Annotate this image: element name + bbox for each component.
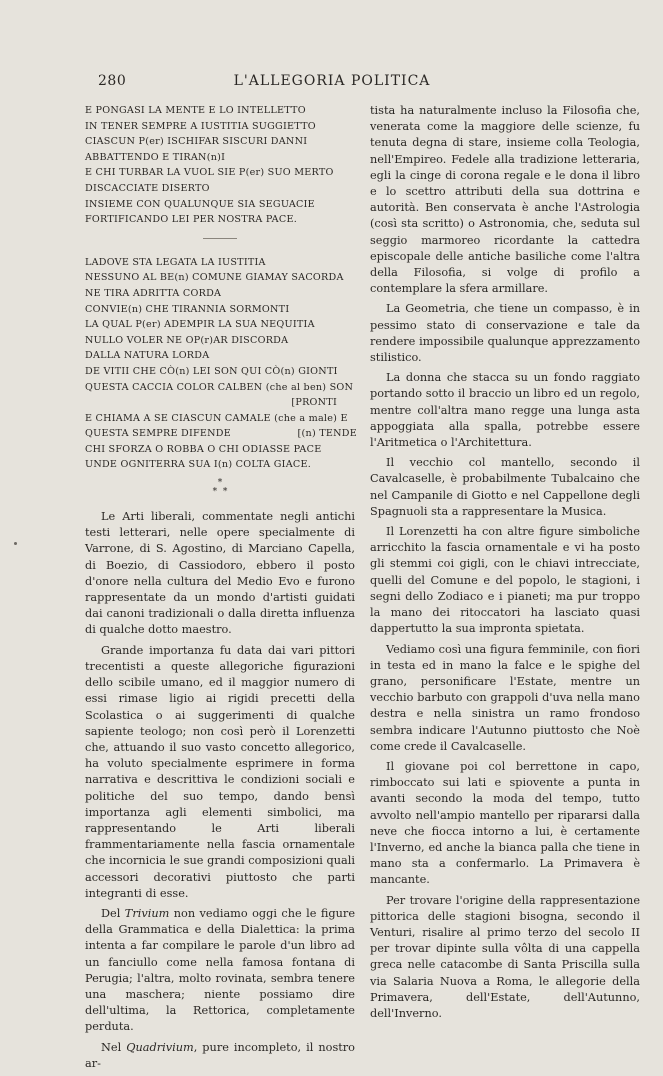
poem-line: ABBATTENDO E TIRAN(n)I	[85, 151, 226, 163]
paragraph: Il giovane poi col berrettone in capo, rimboccato sui lati e spiovente a punta in avanti secondo la moda del tempo, tutto avvolto nell'ampio mantello per ripararsi dalla neve che fiocca intorno a lui, è certamente l'Inverno, ed anche la bianca palla che tiene in mano sta a confermarlo. La Primavera è mancante.	[370, 759, 640, 887]
poem-line: UNDE OGNITERRA SUA I(n) COLTA GIACE.	[85, 459, 312, 471]
poem-line: IN TENER SEMPRE A IUSTITIA SUGGIETTO	[85, 120, 316, 132]
paragraph: Il vecchio col mantello, secondo il Cavalcaselle, è probabilmente Tubalcaino che nel Campanile di Giotto e nel Cappellone degli Spagnuoli sta a rappresentare la Musica.	[370, 456, 640, 518]
poem-line-runover: [PRONTI	[291, 397, 337, 409]
poem-line: DISCACCIATE DISERTO	[85, 182, 210, 194]
margin-dot	[14, 542, 17, 545]
paragraph: Nel Quadrivium, pure incompleto, il nostro ar-	[85, 1040, 355, 1070]
poem-line-pair	[85, 426, 357, 442]
running-title: L'ALLEGORIA POLITICA	[233, 73, 431, 89]
paragraph: Le Arti liberali, commentate negli antichi testi letterari, nelle opere specialmente di Varrone, di S. Agostino, di Marciano Capella, di Boezio, di Cassiodoro, ebbero il posto d'onore nella cultura del Medio Evo e furono rappresentate da un mondo d'artisti guidati dai canoni tradizionali o dalla diretta influenza di qualche dotto maestro.	[85, 510, 355, 637]
poem-line: NESSUNO AL BE(n) COMUNE GIAMAY SACORDA	[85, 272, 344, 284]
paragraph: La donna che stacca su un fondo raggiato portando sotto il braccio un libro ed un regolo, mentre coll'altra mano regge una lunga asta appoggiata alla spalla, potrebbe essere l'Aritmetica o l'Architettura.	[370, 371, 640, 450]
paragraph: Grande importanza fu data dai vari pittori trecentisti a queste allegoriche figurazioni dello scibile umano, ed il maggior numero di essi rimase ligio ai rigidi precetti della Scolastica o ai suggerimenti di qualche sapiente teologo; non così però il Lorenzetti che, attuando il suo vasto concetto allegorico, ha voluto specialmente esprimere in forma narrativa e descrittiva le condizioni sociali e politiche del suo tempo, dando bensì importanza agli elementi simbolici, ma rappresentando le Arti liberali frammentariamente nella fascia ornamentale che incornicia le sue grandi composizioni quali accessori decorativi piuttosto che parti integranti di esse.	[85, 643, 355, 900]
poem-line: QUESTA SEMPRE DIFENDE	[85, 428, 231, 440]
poem-line-runover: [(n) TENDE	[297, 428, 357, 440]
poem-line: LA QUAL P(er) ADEMPIR LA SUA NEQUITIA	[85, 319, 315, 331]
paragraph: La Geometria, che tiene un compasso, è in pessimo stato di conservazione e tale da rendere impossibile qualunque apprezzamento stilistico.	[370, 302, 640, 365]
poem-line: E CHI TURBAR LA VUOL SIE P(er) SUO MERTO	[85, 167, 334, 179]
paragraph: Il Lorenzetti ha con altre figure simboliche arricchito la fascia ornamentale e vi ha posto gli stemmi coi gigli, con le chiavi intrecciate, quelli del Comune e del popolo, le stagioni, i segni dello Zodiaco e i pianeti; ma pur troppo la mano dei ritoccatori ha lasciato quasi dappertutto la sua impronta spietata.	[370, 525, 640, 636]
poem-line: E PONGASI LA MENTE E LO INTELLETTO	[85, 105, 306, 116]
paragraph: Del Trivium non vediamo oggi che le figure della Grammatica e della Dialettica: la prima intenta a far compilare le parole d'un libro ad un fanciullo come nella famosa fontana di Perugia; l'altra, molto rovinata, sembra tenere una maschera; niente possiamo dire dell'ultima, la Rettorica, completamente perduta.	[85, 906, 356, 1034]
term-quadrivium: Quadrivium	[126, 1040, 194, 1054]
poem-stanza-1	[85, 103, 355, 228]
poem-line: NULLO VOLER NE OP(r)AR DISCORDA	[85, 334, 289, 346]
term-trivium: Trivium	[124, 906, 170, 920]
poem-line: CHI SFORZA O ROBBA O CHI ODIASSE PACE	[85, 443, 322, 455]
poem-line: CIASCUN P(er) ISCHIFAR SISCURI DANNI	[85, 136, 308, 148]
poem-line: INSIEME CON QUALUNQUE SIA SEGUACIE	[85, 198, 315, 210]
asterism-divider: * * *	[212, 478, 228, 498]
left-column	[85, 103, 355, 1076]
paragraph-continuation: tista ha naturalmente incluso la Filosofia che, venerata come la maggiore delle scienze, fu tenuta degna di stare, insieme colla Teologia, nell'Empireo. Fedele alla tradizione letteraria, egli la cinge di corona regale e le dona il libro e lo scettro attributi della sua dottrina e autorità. Ben conservata è anche l'Astrologia (così sta scritto) o Astronomia, che, seduta sul seggio marmoreo ricordante la cattedra episcopale delle antiche basiliche come l'altra della Filosofia, si volge di profilo a contemplare la sfera armillare.	[370, 104, 640, 296]
poem-line: DALLA NATURA LORDA	[85, 350, 210, 362]
poem-line: E CHIAMA A SE CIASCUN CAMALE (che a male) E	[85, 412, 348, 424]
poem-stanza-2	[85, 255, 355, 473]
stanza-divider	[203, 238, 237, 239]
poem-line: CONVIE(n) CHE TIRANNIA SORMONTI	[85, 303, 290, 315]
paragraph: Vediamo così una figura femminile, con fiori in testa ed in mano la falce e le spighe del grano, personificare l'Estate, mentre un vecchio barbuto con grappoli d'uva nella mano destra e nella sinistra un ramo frondoso sembra indicare l'Autunno piuttosto che Noè come crede il Cavalcaselle.	[370, 642, 640, 753]
page-number: 280	[98, 73, 127, 89]
poem-line: DE VITII CHE CÒ(n) LEI SON QUI CÒ(n) GIONTI	[85, 365, 338, 377]
right-column	[370, 103, 640, 1026]
paragraph: Per trovare l'origine della rappresentazione pittorica delle stagioni bisogna, secondo il Venturi, risalire al primo terzo del secolo II per trovar dipinte sulla vôlta di una cappella greca nelle catacombe di Santa Priscilla sulla via Salaria Nuova a Roma, le allegorie della Primavera, dell'Estate, dell'Autunno, dell'Inverno.	[370, 893, 640, 1020]
poem-line: LADOVE STA LEGATA LA IUSTITIA	[85, 256, 266, 268]
poem-line: NE TIRA ADRITTA CORDA	[85, 287, 222, 299]
poem-line: FORTIFICANDO LEI PER NOSTRA PACE.	[85, 214, 298, 226]
poem-line: QUESTA CACCIA COLOR CALBEN (che al ben) SON	[85, 381, 354, 393]
